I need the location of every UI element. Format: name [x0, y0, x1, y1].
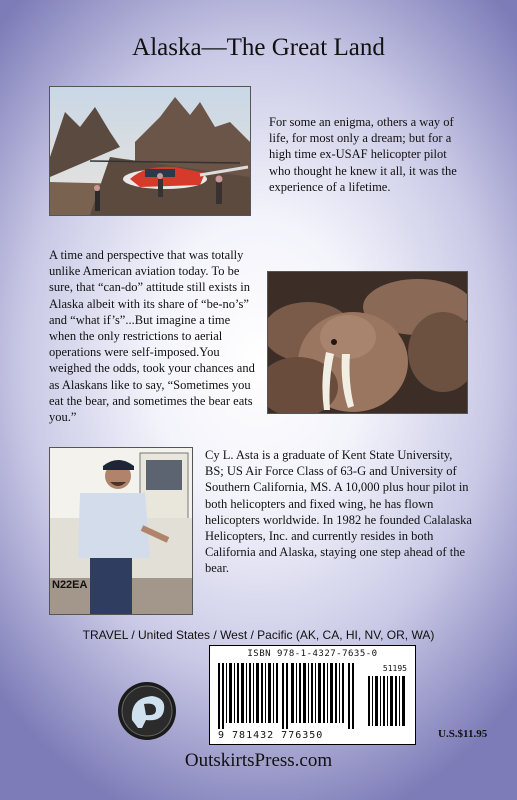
ean-barcode	[218, 663, 358, 729]
barcode-box	[209, 645, 416, 745]
price-label: U.S.$11.95	[438, 728, 488, 740]
addon-barcode	[368, 676, 408, 726]
book-title: Alaska—The Great Land	[132, 34, 385, 61]
price-code-label: 51195	[382, 664, 407, 673]
publisher-logo	[116, 680, 178, 742]
ean-digits: 9 781432 776350	[218, 730, 324, 741]
isbn-label: ISBN 978-1-4327-7635-0	[247, 649, 378, 659]
publisher-name: OutskirtsPress.com	[184, 750, 333, 771]
author-bio-paragraph: Cy L. Asta is a graduate of Kent State University, BS; US Air Force Class of 63-G and University of Southern California, MS. A 10,000 plus hour pilot in both helicopters and fixed wing, he has flown helicopters worldwide. In 1982 he founded Calalaska Helicopters, Inc. and currently resides in both California and Alaska, staying one step ahead of the bear.	[205, 448, 472, 576]
helicopter-mountain-photo	[49, 86, 251, 216]
intro-paragraph: For some an enigma, others a way of life, for most only a dream; but for a high time ex-USAF helicopter pilot who thought he knew it all, it was the experience of a lifetime.	[269, 115, 457, 194]
category-line: TRAVEL / United States / West / Pacific (AK, CA, HI, NV, OR, WA)	[82, 628, 435, 642]
author-photo	[49, 447, 193, 615]
walrus-photo	[267, 271, 468, 414]
body-paragraph: A time and perspective that was totally unlike American aviation today. To be sure, that “can-do” attitude still exists in Alaska albeit with its share of “be-no’s” and “what if’s”...But imagine a time when the only restrictions to aerial operations were self-imposed.You weighed the odds, took your chances and as Alaskans like to say, “Sometimes you eat the bear, and sometimes the bear eats you.”	[49, 248, 255, 425]
helicopter-tail-number: N22EA	[52, 579, 88, 591]
